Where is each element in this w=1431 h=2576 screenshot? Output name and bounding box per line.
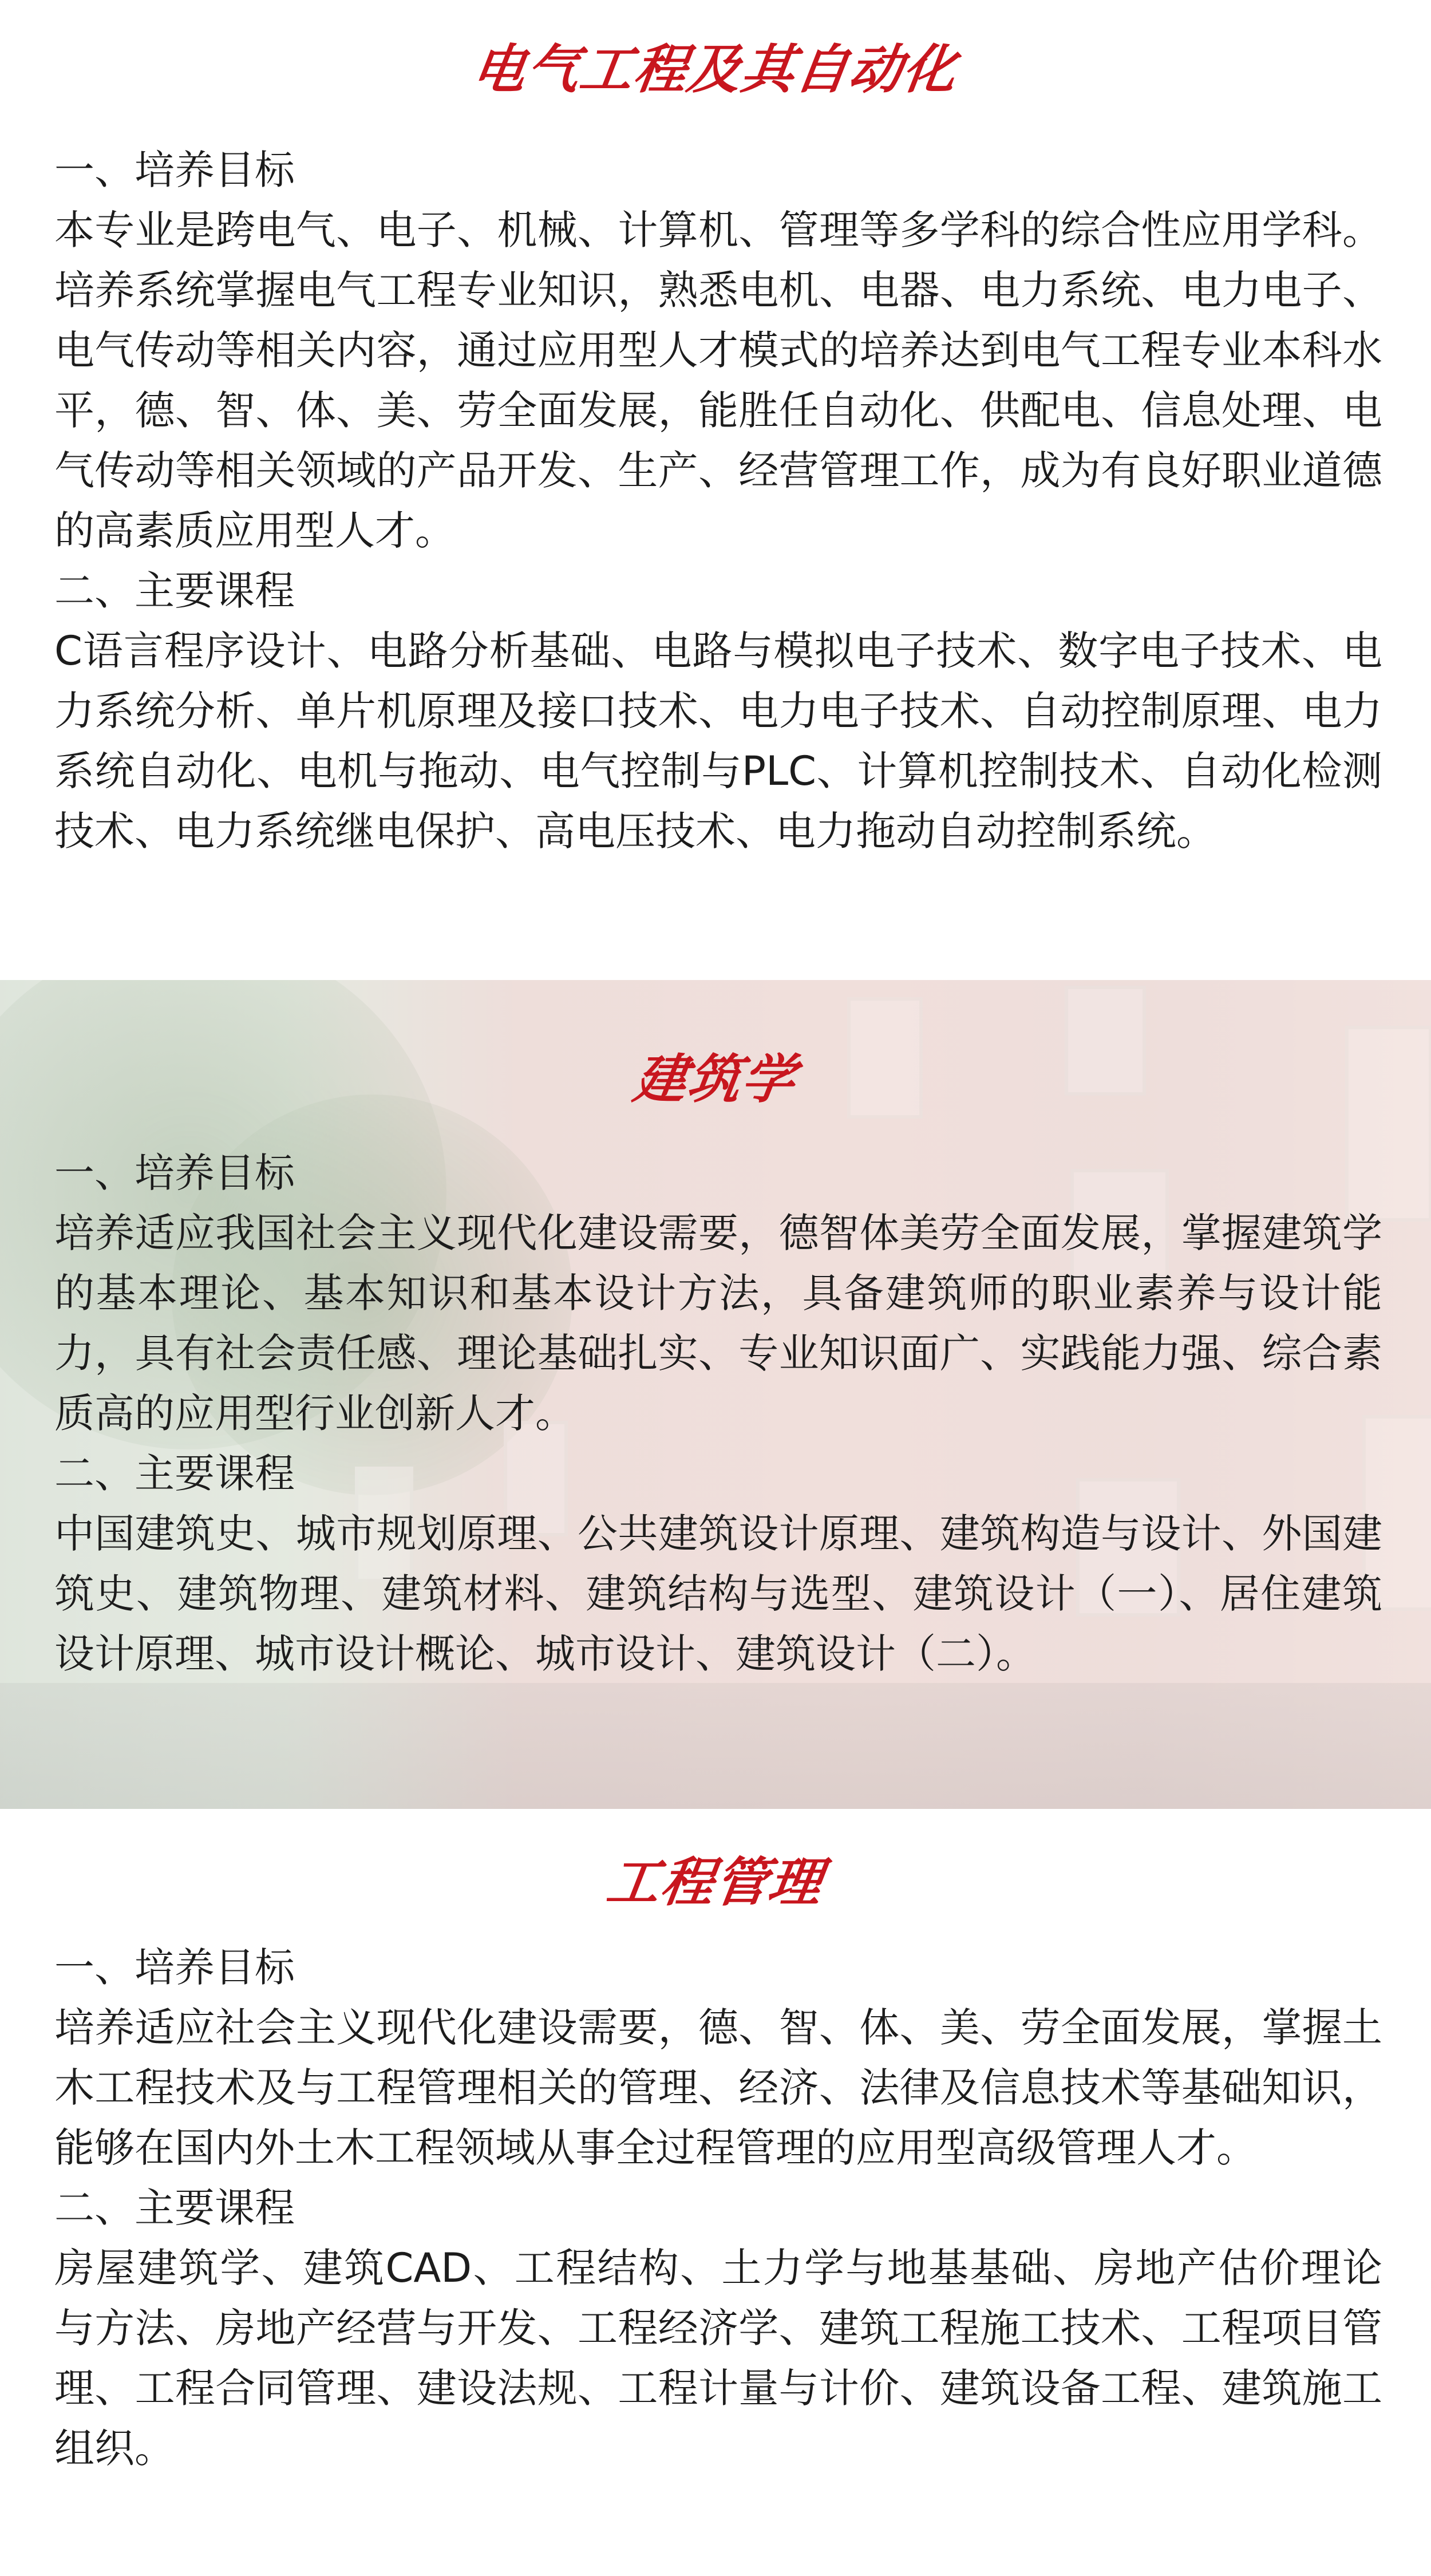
major-content: [54, 140, 1382, 862]
major-section-electrical: [0, 0, 1431, 980]
goal-heading: 一、培养目标: [54, 1944, 295, 1991]
major-title: 建筑学: [630, 1049, 800, 1110]
courses-text: 房屋建筑学、建筑CAD、工程结构、土力学与地基基础、房地产估价理论与方法、房地产经营与开发、工程经济学、建筑工程施工技术、工程项目管理、工程合同管理、建设法规、工程计量与计价、建筑设备工程、建筑施工组织。: [54, 2245, 1382, 2472]
courses-heading: 二、主要课程: [54, 1450, 295, 1497]
courses-text: C语言程序设计、电路分析基础、电路与模拟电子技术、数字电子技术、电力系统分析、单片机原理及接口技术、电力电子技术、自动控制原理、电力系统自动化、电机与拖动、电气控制与PLC、计算机控制技术、自动化检测技术、电力系统继电保护、高电压技术、电力拖动自动控制系统。: [54, 627, 1382, 855]
courses-heading: 二、主要课程: [54, 2184, 295, 2231]
goal-text: 培养适应社会主义现代化建设需要，德、智、体、美、劳全面发展，掌握土木工程技术及与工程管理相关的管理、经济、法律及信息技术等基础知识，能够在国内外土木工程领域从事全过程管理的应用型高级管理人才。: [54, 2004, 1382, 2171]
major-title: 工程管理: [603, 1852, 827, 1913]
major-content: [54, 1938, 1382, 2479]
goal-text: 本专业是跨电气、电子、机械、计算机、管理等多学科的综合性应用学科。培养系统掌握电气工程专业知识，熟悉电机、电器、电力系统、电力电子、电气传动等相关内容，通过应用型人才模式的培养达到电气工程专业本科水平，德、智、体、美、劳全面发展，能胜任自动化、供配电、信息处理、电气传动等相关领域的产品开发、生产、经营管理工作，成为有良好职业道德的高素质应用型人才。: [54, 207, 1382, 554]
courses-heading: 二、主要课程: [54, 567, 295, 614]
goal-heading: 一、培养目标: [54, 1149, 295, 1196]
courses-text: 中国建筑史、城市规划原理、公共建筑设计原理、建筑构造与设计、外国建筑史、建筑物理、建筑材料、建筑结构与选型、建筑设计（一）、居住建筑设计原理、城市设计概论、城市设计、建筑设计（二）。: [54, 1510, 1382, 1677]
goal-heading: 一、培养目标: [54, 147, 295, 193]
major-section-engineering-management: [0, 1809, 1431, 2576]
major-section-architecture: [0, 980, 1431, 1809]
major-title: 电气工程及其自动化: [468, 39, 962, 100]
major-content: [54, 1143, 1382, 1684]
goal-text: 培养适应我国社会主义现代化建设需要，德智体美劳全面发展，掌握建筑学的基本理论、基本知识和基本设计方法，具备建筑师的职业素养与设计能力，具有社会责任感、理论基础扎实、专业知识面广、实践能力强、综合素质高的应用型行业创新人才。: [54, 1210, 1382, 1437]
